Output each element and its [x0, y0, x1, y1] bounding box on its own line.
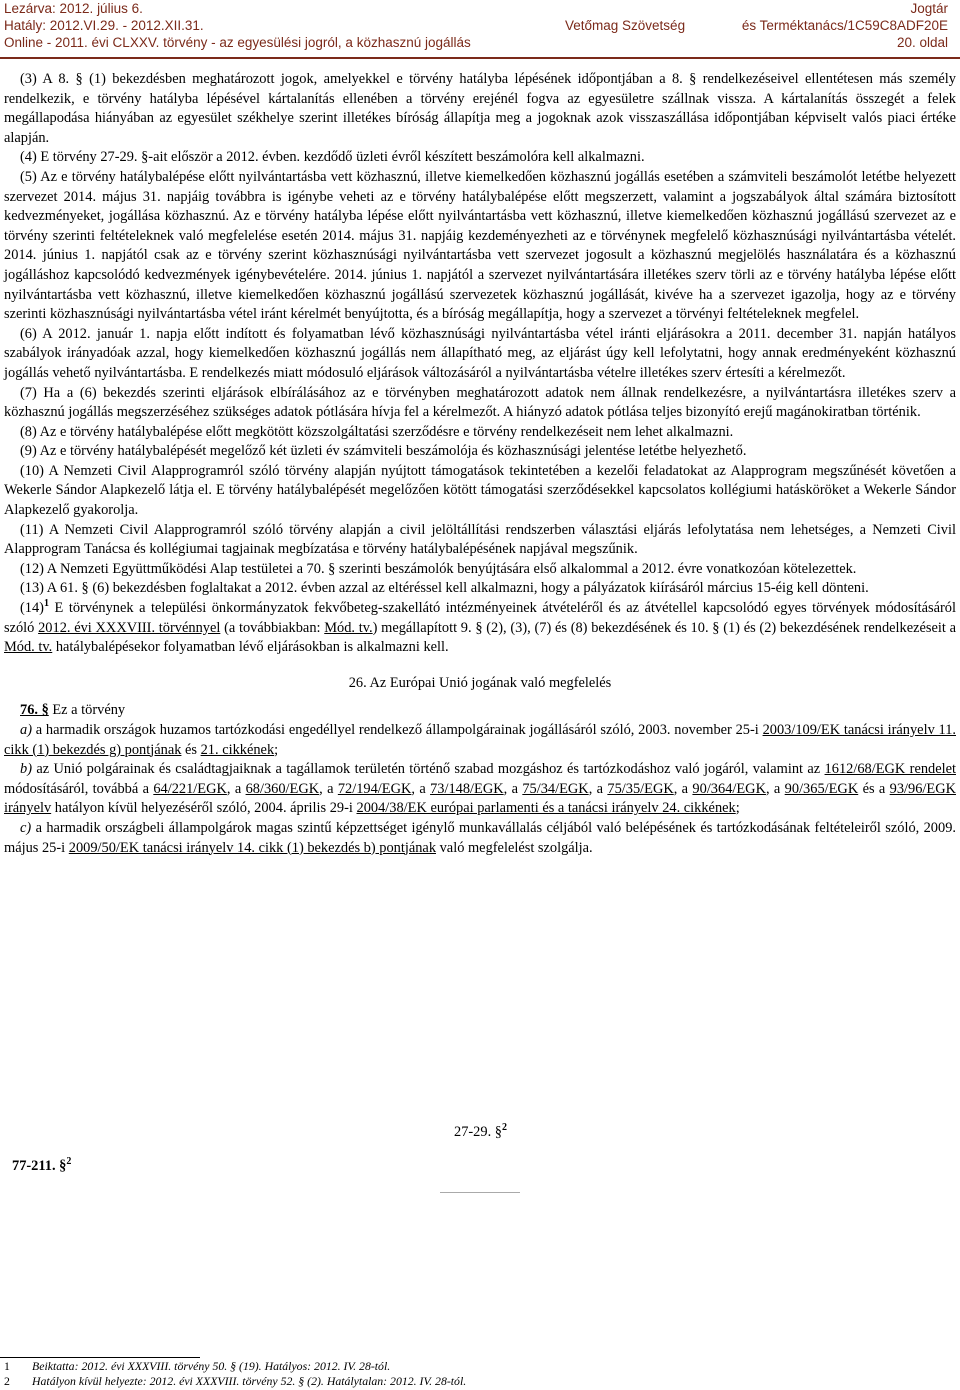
paragraph-4: (4) E törvény 27-29. §-ait először a 2012. évben. kezdődő üzleti évről készített beszámolóra kell alkalmazni. — [20, 149, 645, 166]
footnote-1 — [0, 1358, 960, 1374]
law-link-mod-tv[interactable]: Mód. tv. — [4, 639, 53, 656]
footnote-text: Beiktatta: 2012. évi XXXVIII. törvény 50. § (19). Hatályos: 2012. IV. 28-tól. — [32, 1359, 391, 1373]
paragraph-12: (12) A Nemzeti Együttműködési Alap testületei a 70. § szerinti beszámolók benyújtására első alkalommal a 2012. évre vonatkozóan kötelezettek. — [20, 560, 857, 577]
header-organization: Vetőmag Szövetség — [565, 18, 686, 33]
eu-link-2009-50[interactable]: 2009/50/EK tanácsi irányelv 14. cikk (1) bekezdés b) pontjának — [68, 839, 437, 856]
point-c — [4, 819, 956, 858]
paragraph-14-text: hatálybalépésekor folyamatban lévő eljárásokban is alkalmazni kell. — [52, 639, 449, 656]
paragraph-14-number: (14) — [20, 600, 44, 617]
eu-link[interactable]: 73/148/EGK — [430, 780, 504, 797]
header-brand: Jogtár — [910, 1, 948, 16]
eu-link[interactable]: 64/221/EGK — [153, 780, 227, 797]
eu-link[interactable]: 75/35/EGK — [607, 780, 674, 797]
section-title: 26. Az Európai Unió jogának való megfelelés — [348, 674, 612, 691]
article-27-29 — [454, 1124, 507, 1141]
article-76-intro: Ez a törvény — [48, 702, 126, 719]
point-b-text: , a — [503, 780, 523, 797]
point-b — [4, 760, 956, 819]
point-a-text: és — [181, 741, 201, 758]
divider — [440, 1192, 520, 1193]
eu-link[interactable]: 1612/68/EGK rendelet — [824, 761, 956, 778]
point-c-text: a harmadik országbeli állampolgárok magas szintű képzettséget igénylő munkavállalás céljából való belépésének és tartózkodásának feltételeiről szóló, 2009. május 25-i — [4, 819, 956, 856]
eu-link[interactable]: 90/365/EGK — [784, 780, 859, 797]
paragraph-8: (8) Az e törvény hatálybalépése előtt megkötött közszolgáltatási szerződésre e törvény rendelkezéseit nem lehet alkalmazni. — [20, 423, 734, 440]
point-b-letter: b) — [20, 761, 32, 778]
point-b-text: , a — [319, 780, 338, 797]
header-validity: Hatály: 2012.VI.29. - 2012.XII.31. — [4, 18, 204, 33]
point-c-letter: c) — [20, 819, 32, 836]
article-76-number[interactable]: 76. § — [20, 702, 49, 719]
eu-link-2003-109[interactable]: 2003/109/EK tanácsi irányelv 11. cikk (1) bekezdés g) pontjának — [4, 722, 956, 758]
document-body — [4, 70, 956, 858]
paragraph-9: (9) Az e törvény hatálybalépését megelőző két üzleti év számviteli beszámolója és közhasznúsági jelentése letétbe helyezhető. — [20, 443, 747, 460]
paragraph-7: (7) Ha a (6) bekezdés szerinti eljárások elbírálásához az e törvényben meghatározott adatok nem állnak rendelkezésre, a nyilvántartásra illetékes szerv a közhasznú jogállás megszerzéséhez szükséges adatok pótlására hívja fel a kérelmezőt. A hiányzó adatok pótlása teljes bizonyító erejű magánokiratban történik. — [4, 384, 956, 421]
paragraph-14-text: E törvénynek a települési önkormányzatok fekvőbeteg-szakellátó intézményeinek átvételéről és az átvétellel kapcsolódó egyes törvények módosításáról szóló — [4, 600, 956, 636]
footnote-ref-1[interactable]: 1 — [43, 598, 49, 610]
point-b-text: , a — [411, 780, 431, 797]
point-a — [4, 721, 956, 760]
header-rule — [0, 57, 960, 59]
law-link-mod-tv[interactable]: Mód. tv. — [324, 619, 373, 636]
footnote-2 — [0, 1373, 960, 1389]
footnote-ref-2[interactable]: 2 — [501, 1122, 507, 1134]
paragraph-10: (10) A Nemzeti Civil Alapprogramról szóló törvény alapján nyújtott támogatások tekintetében a kezelői feladatokat az Alapprogram megszűnését követően a Wekerle Sándor Alapkezelő látja el. E törvény hatálybalépését megelőzően kötött támogatási szerződésekkel kapcsolatos kollégiumi hatásköröket a Wekerle Sándor Alapkezelő gyakorolja. — [4, 462, 956, 519]
eu-link[interactable]: 68/360/EGK — [245, 780, 320, 797]
header-law-title: Online - 2011. évi CLXXV. törvény - az egyesülési jogról, a közhasznú jogállás — [4, 35, 471, 50]
point-a-text: a harmadik országok huzamos tartózkodási engedéllyel rendelkező állampolgárainak jogállásáról szóló, 2003. november 25-i — [32, 722, 763, 738]
eu-link[interactable]: 93/96/EGK irányelv — [4, 780, 957, 817]
point-c-text: való megfelelést szolgálja. — [436, 839, 593, 856]
article-77-211 — [12, 1158, 71, 1175]
point-a-letter: a) — [20, 722, 32, 738]
point-b-text: az Unió polgárainak és családtagjaiknak a tagállamok területén történő szabad mozgáshoz és tartózkodáshoz való jogáról, valamint az — [32, 761, 825, 778]
header-page-number: 20. oldal — [896, 35, 948, 50]
article-77-211-label: 77-211. § — [12, 1158, 67, 1174]
point-b-text: , a — [226, 780, 246, 797]
header-document-id: és Terméktanács/1C59C8ADF20E — [741, 18, 948, 33]
point-b-text: hatályon kívül helyezéséről szóló, 2004. április 29-i — [51, 800, 357, 817]
paragraph-11: (11) A Nemzeti Civil Alapprogramról szóló törvény alapján a civil jelöltállítási rendszerben választási eljárás lefolytatása nem lehetséges, a Nemzeti Civil Alapprogram Tanácsa és kollégiumai tagjainak megbízatása e törvény hatálybalépésének napjával megszűnik. — [4, 521, 956, 558]
page-header — [0, 0, 960, 60]
article-76-heading — [4, 701, 956, 721]
point-b-text: és a — [858, 780, 890, 797]
law-link-2012-xxxviii[interactable]: 2012. évi XXXVIII. törvénnyel — [38, 619, 221, 636]
point-a-text: ; — [274, 741, 279, 758]
eu-link[interactable]: 90/364/EGK — [692, 780, 766, 797]
point-b-text: , a — [673, 780, 693, 797]
footnote-number: 2 — [4, 1374, 10, 1388]
footnote-text: Hatályon kívül helyezte: 2012. évi XXXVIII. törvény 52. § (2). Hatálytalan: 2012. IV. 28-tól. — [32, 1374, 467, 1388]
footnote-number: 1 — [4, 1359, 10, 1373]
article-27-29-label: 27-29. § — [454, 1124, 502, 1140]
eu-link[interactable]: 2004/38/EK európai parlamenti és a tanácsi irányelv 24. cikkének — [356, 800, 736, 817]
point-b-text: , a — [765, 780, 785, 797]
paragraph-6: (6) A 2012. január 1. napja előtt indított és folyamatban lévő közhasznúsági nyilvántartásba vétel iránti eljárásokra a 2011. december 31. napján hatályos szabályok irányadóak azzal, hogy kiemelkedően közhasznú jogállás nem állapítható meg, az eljárást úgy kell lefolytatni, hogy annak eredményeként közhasznú jogállás vehető nyilvántartásba. E rendelkezés miatt módosuló eljárások változásáról a nyilvántartásba vételre illetékes szerv értesíti a kérelmezőt. — [4, 325, 956, 381]
eu-link[interactable]: 72/194/EGK — [337, 780, 412, 797]
header-closed-date: Lezárva: 2012. július 6. — [4, 1, 143, 16]
paragraph-14-text: ) megállapított 9. § (2), (3), (7) és (8) bekezdésének és 10. § (1) és (2) bekezdésének rendelkezéseit a — [372, 619, 956, 636]
eu-link[interactable]: 75/34/EGK — [522, 780, 589, 797]
point-b-text: ; — [735, 800, 740, 817]
paragraph-13: (13) A 61. § (6) bekezdésben foglaltakat a 2012. évben azzal az eltéréssel kell alkalmazni, hogy a pályázatok kiírásáról március 15-éig kell dönteni. — [20, 580, 869, 597]
eu-link-21-cikk[interactable]: 21. cikkének — [200, 741, 275, 758]
paragraph-3: (3) A 8. § (1) bekezdésben meghatározott jogok, amelyekkel e törvény hatályba lépésének időpontjában a 8. § rendelkezéseivel ellentétesen más személy rendelkezik, e törvény hatályba lépésével kártalanítás ellenében a törvény erejénél fogva az egyesületre szállnak vissza. A kártalanítás összegét a felek megállapodása hiányában az egyesület székhelye szerint illetékes bíróság állapítja meg a jogoknak azok visszaszállása időpontjában képviselt valós piaci értéke alapján. — [4, 71, 956, 146]
paragraph-14 — [4, 599, 956, 658]
footnote-ref-2[interactable]: 2 — [66, 1156, 72, 1168]
paragraph-14-text: (a továbbiakban: — [220, 619, 325, 636]
point-b-text: módosításáról, továbbá a — [4, 780, 154, 797]
point-b-text: , a — [588, 780, 608, 797]
paragraph-5: (5) Az e törvény hatálybalépése előtt nyilvántartásba vett közhasznú, illetve kiemelkedően közhasznú jogállás esetében a számviteli beszámolót letétbe helyezett szervezet 2014. május 31. napjáig továbbra is igénybe veheti az e törvény hatálybalépése előtt megszerzett, valamint a jogszabályok által számára biztosított kedvezményeket, jogállása közhasznú. Az e törvény hatályba lépése előtt nyilvántartásba vett közhasznú, illetve kiemelkedően közhasznú jogállású szervezet az e törvény szerinti feltételeknek való megfelelése esetén 2014. május 31. napjáig kezdeményezheti az e törvénynek megfelelő közhasznúsági nyilvántartásba vételét. 2014. június 1. napjától csak az e törvény szerint közhasznúsági nyilvántartásba vett szervezet jogosult a közhasznú megjelölés használatára és a közhasznú jogálláshoz kapcsolódó kedvezmények igénybevételére. 2014. június 1. napjától a szervezet nyilvántartására illetékes szerv törli az e törvény hatályba lépése előtt nyilvántartásba vett közhasznú, illetve kiemelkedően közhasznú jogállású szervezetek közhasznú jogállását, kivéve ha a szervezet igazolja, hogy az e törvény szerinti közhasznúsági nyilvántartásba vétel iránt kérelmét benyújtotta, és a bíróság megállapítja, hogy a szervezet a törvényi feltételeknek megfelel. — [4, 168, 956, 323]
